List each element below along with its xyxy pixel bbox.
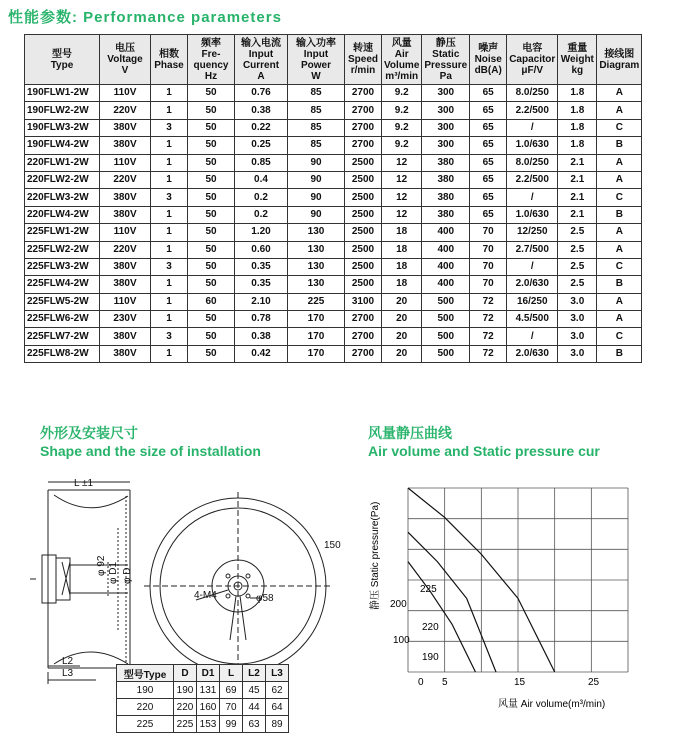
table-cell: 225FLW3-2W [25, 258, 100, 275]
table-cell: / [507, 328, 558, 345]
table-cell: A [597, 85, 642, 102]
dim-cell: 153 [197, 716, 220, 733]
table-cell: 300 [422, 102, 470, 119]
table-cell: 500 [422, 311, 470, 328]
table-cell: 0.78 [235, 311, 288, 328]
table-cell: 400 [422, 276, 470, 293]
table-cell: 170 [288, 345, 345, 362]
table-cell: 60 [188, 293, 235, 310]
table-cell: 1 [151, 102, 188, 119]
x-axis-label: 风量 Air volume(m³/min) [498, 699, 606, 710]
table-cell: 70 [470, 224, 507, 241]
table-cell: 50 [188, 154, 235, 171]
table-cell: 2500 [345, 276, 382, 293]
table-cell: 0.42 [235, 345, 288, 362]
table-cell: 1 [151, 241, 188, 258]
table-cell: A [597, 102, 642, 119]
col-header-cn: 电容 [522, 43, 543, 54]
table-cell: 1 [151, 224, 188, 241]
table-cell: 2.1 [558, 171, 597, 188]
table-cell: 9.2 [382, 85, 422, 102]
col-header-unit: Pa [439, 70, 452, 82]
table-cell: 190FLW2-2W [25, 102, 100, 119]
col-header-en: Capacitor [509, 54, 556, 65]
table-cell: 50 [188, 119, 235, 136]
table-cell: 2.2/500 [507, 102, 558, 119]
table-cell: 50 [188, 276, 235, 293]
table-cell: 20 [382, 311, 422, 328]
table-cell: 0.38 [235, 328, 288, 345]
col-header-cn: 转速 [353, 43, 373, 54]
table-cell: 65 [470, 85, 507, 102]
table-cell: 1.20 [235, 224, 288, 241]
table-cell: C [597, 189, 642, 206]
table-cell: / [507, 119, 558, 136]
table-cell: 190FLW4-2W [25, 137, 100, 154]
table-cell: 12 [382, 154, 422, 171]
label-side-num: 150 [324, 540, 341, 551]
table-cell: 225FLW2-2W [25, 241, 100, 258]
table-cell: 1.8 [558, 102, 597, 119]
table-cell: 1.8 [558, 137, 597, 154]
table-cell: 110V [100, 293, 151, 310]
table-cell: 2.1 [558, 154, 597, 171]
table-cell: 9.2 [382, 102, 422, 119]
table-cell: 0.76 [235, 85, 288, 102]
table-cell: 0.22 [235, 119, 288, 136]
col-header-en: Noise [474, 54, 502, 65]
table-cell: 72 [470, 293, 507, 310]
table-cell: 1 [151, 85, 188, 102]
col-header-en: Speed [347, 54, 378, 65]
table-cell: C [597, 258, 642, 275]
table-cell: 50 [188, 206, 235, 223]
table-cell: 2500 [345, 154, 382, 171]
table-cell: 1.8 [558, 85, 597, 102]
table-cell: 225 [288, 293, 345, 310]
table-cell: 3 [151, 189, 188, 206]
table-cell: 2700 [345, 137, 382, 154]
table-cell: 70 [470, 241, 507, 258]
table-cell: 380V [100, 137, 151, 154]
table-cell: 20 [382, 345, 422, 362]
dim-cell: 225 [174, 716, 197, 733]
table-cell: 220V [100, 241, 151, 258]
table-cell: 85 [288, 85, 345, 102]
table-cell: 300 [422, 137, 470, 154]
table-cell: 2700 [345, 328, 382, 345]
col-header-en: Input Power [300, 48, 331, 71]
table-cell: 380V [100, 206, 151, 223]
label-d92: φ 92 [96, 555, 107, 576]
table-cell: 70 [470, 258, 507, 275]
col-header-unit: Hz [204, 70, 218, 82]
table-cell: 225FLW5-2W [25, 293, 100, 310]
table-cell: 0.25 [235, 137, 288, 154]
table-cell: A [597, 224, 642, 241]
table-cell: 0.60 [235, 241, 288, 258]
x-tick-5: 5 [442, 677, 448, 688]
table-cell: 1 [151, 137, 188, 154]
table-cell: 50 [188, 241, 235, 258]
col-header-en: Weight [560, 54, 594, 65]
table-cell: 65 [470, 189, 507, 206]
dim-cell: 131 [197, 682, 220, 699]
table-cell: 3 [151, 119, 188, 136]
col-header-cn: 重量 [567, 43, 588, 54]
col-header-unit: dB(A) [474, 65, 502, 76]
col-header-cn: 频率 [201, 37, 221, 49]
table-cell: 90 [288, 189, 345, 206]
table-cell: 2.5 [558, 224, 597, 241]
col-header-cn: 接线图 [604, 48, 635, 60]
col-header-cn: 噪声 [478, 43, 499, 54]
table-cell: 2500 [345, 258, 382, 275]
table-cell: 2.5 [558, 258, 597, 275]
table-cell: 1 [151, 171, 188, 188]
table-cell: C [597, 119, 642, 136]
dim-cell: 190 [117, 682, 174, 699]
table-cell: 220FLW2-2W [25, 171, 100, 188]
table-cell: 12 [382, 189, 422, 206]
col-header-cn: 风量 [391, 37, 412, 49]
table-cell: 2700 [345, 345, 382, 362]
table-cell: 380V [100, 276, 151, 293]
col-header-cn: 电压 [115, 43, 135, 54]
label-l-tol: L ±1 [74, 478, 94, 489]
table-cell: 72 [470, 311, 507, 328]
table-cell: 220V [100, 171, 151, 188]
col-header-en: Voltage [107, 54, 143, 65]
table-cell: 65 [470, 137, 507, 154]
table-cell: 12 [382, 206, 422, 223]
col-header-cn: 输入功率 [296, 37, 336, 49]
table-cell: 220FLW4-2W [25, 206, 100, 223]
table-cell: 50 [188, 171, 235, 188]
table-cell: 190FLW1-2W [25, 85, 100, 102]
col-header-en: Air Volume [384, 48, 420, 71]
label-l3: L3 [62, 668, 74, 679]
table-cell: 0.85 [235, 154, 288, 171]
dim-header: L3 [266, 665, 289, 682]
table-cell: 2.5 [558, 241, 597, 258]
dim-header: 型号Type [117, 665, 174, 682]
table-cell: 380V [100, 345, 151, 362]
table-cell: A [597, 154, 642, 171]
dim-cell: 45 [243, 682, 266, 699]
table-cell: 2500 [345, 171, 382, 188]
table-cell: 380V [100, 119, 151, 136]
table-cell: 50 [188, 224, 235, 241]
table-cell: 8.0/250 [507, 154, 558, 171]
table-cell: 1.0/630 [507, 137, 558, 154]
y-tick-200: 200 [390, 599, 407, 610]
table-cell: 72 [470, 328, 507, 345]
table-cell: 50 [188, 137, 235, 154]
col-header-en: Diagram [599, 59, 640, 71]
table-cell: 4.5/500 [507, 311, 558, 328]
x-tick-0: 0 [418, 677, 424, 688]
table-cell: B [597, 137, 642, 154]
table-cell: 18 [382, 258, 422, 275]
table-cell: 9.2 [382, 137, 422, 154]
table-cell: 85 [288, 137, 345, 154]
dim-cell: 89 [266, 716, 289, 733]
dim-header: D [174, 665, 197, 682]
table-cell: 8.0/250 [507, 85, 558, 102]
table-cell: 300 [422, 119, 470, 136]
table-cell: 2500 [345, 224, 382, 241]
label-l2: L2 [62, 656, 74, 667]
table-cell: 50 [188, 258, 235, 275]
table-cell: 380 [422, 171, 470, 188]
table-cell: 220FLW3-2W [25, 189, 100, 206]
shape-title-cn: 外形及安装尺寸 [40, 425, 138, 441]
table-cell: 90 [288, 171, 345, 188]
table-cell: 2.0/630 [507, 345, 558, 362]
label-d: φ D [122, 567, 133, 584]
table-cell: 65 [470, 119, 507, 136]
table-cell: A [597, 241, 642, 258]
table-cell: / [507, 258, 558, 275]
table-cell: 50 [188, 311, 235, 328]
col-header-unit: m³/min [385, 70, 419, 82]
table-cell: 2.5 [558, 276, 597, 293]
table-cell: 130 [288, 224, 345, 241]
col-header-en: Input Current [242, 48, 280, 71]
dim-cell: 64 [266, 699, 289, 716]
table-cell: 380V [100, 328, 151, 345]
table-cell: 2.1 [558, 189, 597, 206]
dim-cell: 62 [266, 682, 289, 699]
table-cell: A [597, 311, 642, 328]
chart-grid [408, 488, 628, 672]
table-cell: 90 [288, 154, 345, 171]
table-cell: 190FLW3-2W [25, 119, 100, 136]
table-cell: 2500 [345, 189, 382, 206]
table-cell: 0.4 [235, 171, 288, 188]
dim-cell: 70 [220, 699, 243, 716]
table-cell: 0.35 [235, 276, 288, 293]
table-cell: 220FLW1-2W [25, 154, 100, 171]
table-cell: C [597, 328, 642, 345]
series-label-190: 190 [422, 652, 439, 663]
table-cell: 90 [288, 206, 345, 223]
table-cell: 380V [100, 258, 151, 275]
table-cell: 72 [470, 345, 507, 362]
table-cell: 380V [100, 189, 151, 206]
table-cell: 300 [422, 85, 470, 102]
table-cell: 50 [188, 102, 235, 119]
table-cell: 1 [151, 345, 188, 362]
table-cell: 50 [188, 345, 235, 362]
y-tick-100: 100 [393, 635, 410, 646]
col-header-en: Fre-quency [193, 48, 229, 71]
table-cell: 65 [470, 154, 507, 171]
col-header-unit: μF/V [521, 65, 544, 76]
table-cell: 380 [422, 189, 470, 206]
table-cell: 2500 [345, 206, 382, 223]
x-tick-25: 25 [588, 677, 600, 688]
table-cell: 65 [470, 102, 507, 119]
dim-cell: 220 [174, 699, 197, 716]
col-header-unit: kg [571, 65, 584, 76]
table-cell: 2.7/500 [507, 241, 558, 258]
dim-header: D1 [197, 665, 220, 682]
table-cell: 3 [151, 258, 188, 275]
col-header-en: Phase [154, 59, 184, 71]
col-header-en: Type [50, 59, 74, 71]
col-header-cn: 静压 [435, 37, 456, 49]
table-cell: 110V [100, 224, 151, 241]
table-cell: 3 [151, 328, 188, 345]
table-cell: 400 [422, 224, 470, 241]
dim-cell: 220 [117, 699, 174, 716]
table-cell: 85 [288, 102, 345, 119]
shape-title-en: Shape and the size of installation [40, 443, 261, 459]
table-cell: B [597, 206, 642, 223]
table-cell: 380 [422, 154, 470, 171]
table-cell: B [597, 276, 642, 293]
table-cell: 2.10 [235, 293, 288, 310]
table-cell: 2700 [345, 119, 382, 136]
table-cell: 220V [100, 102, 151, 119]
col-header-cn: 型号 [52, 48, 72, 60]
table-cell: 130 [288, 258, 345, 275]
table-cell: 50 [188, 85, 235, 102]
label-m4: 4-M4 [194, 590, 217, 601]
col-header-cn: 相数 [159, 48, 179, 60]
label-d58: φ58 [256, 593, 274, 604]
table-cell: 18 [382, 224, 422, 241]
table-cell: 225FLW6-2W [25, 311, 100, 328]
dim-cell: 63 [243, 716, 266, 733]
table-cell: 0.35 [235, 258, 288, 275]
dim-header: L [220, 665, 243, 682]
table-cell: 1.8 [558, 119, 597, 136]
table-cell: 2.2/500 [507, 171, 558, 188]
table-cell: 2700 [345, 85, 382, 102]
table-cell: 2700 [345, 102, 382, 119]
table-cell: 20 [382, 293, 422, 310]
table-cell: 500 [422, 328, 470, 345]
series-line-190 [408, 562, 475, 672]
dim-cell: 225 [117, 716, 174, 733]
table-cell: 3.0 [558, 293, 597, 310]
table-cell: 1.0/630 [507, 206, 558, 223]
table-cell: 18 [382, 276, 422, 293]
dim-cell: 160 [197, 699, 220, 716]
table-cell: 500 [422, 293, 470, 310]
table-cell: 2.0/630 [507, 276, 558, 293]
table-cell: 225FLW1-2W [25, 224, 100, 241]
table-cell: 230V [100, 311, 151, 328]
table-cell: 3.0 [558, 345, 597, 362]
table-cell: 2.1 [558, 206, 597, 223]
table-cell: 380 [422, 206, 470, 223]
table-cell: 170 [288, 311, 345, 328]
table-cell: 170 [288, 328, 345, 345]
table-cell: 16/250 [507, 293, 558, 310]
table-cell: 225FLW4-2W [25, 276, 100, 293]
table-cell: 65 [470, 171, 507, 188]
table-cell: 12/250 [507, 224, 558, 241]
table-cell: 3.0 [558, 328, 597, 345]
table-cell: 130 [288, 276, 345, 293]
dim-cell: 99 [220, 716, 243, 733]
table-cell: 85 [288, 119, 345, 136]
table-cell: / [507, 189, 558, 206]
table-cell: 0.2 [235, 189, 288, 206]
table-cell: 2700 [345, 311, 382, 328]
col-header-unit: r/min [350, 65, 376, 76]
table-cell: 110V [100, 154, 151, 171]
table-cell: 3100 [345, 293, 382, 310]
curve-title-en: Air volume and Static pressure cur [368, 443, 600, 459]
table-cell: 1 [151, 154, 188, 171]
col-header-unit: A [257, 70, 265, 82]
table-cell: 1 [151, 206, 188, 223]
dim-cell: 44 [243, 699, 266, 716]
col-header-cn: 输入电流 [241, 37, 281, 49]
series-label-220: 220 [422, 622, 439, 633]
table-cell: 18 [382, 241, 422, 258]
label-d1: φ D1 [108, 561, 119, 584]
table-cell: 20 [382, 328, 422, 345]
table-cell: 50 [188, 189, 235, 206]
table-cell: 130 [288, 241, 345, 258]
section-title: 性能参数: Performance parameters [8, 9, 282, 26]
table-cell: 9.2 [382, 119, 422, 136]
table-cell: 1 [151, 311, 188, 328]
dim-cell: 190 [174, 682, 197, 699]
y-axis-label: 静压 Static pressure(Pa) [370, 501, 381, 610]
table-cell: A [597, 171, 642, 188]
table-cell: 65 [470, 206, 507, 223]
table-cell: 3.0 [558, 311, 597, 328]
table-cell: 1 [151, 276, 188, 293]
dim-header: L2 [243, 665, 266, 682]
series-label-225: 225 [420, 584, 437, 595]
table-cell: 500 [422, 345, 470, 362]
table-cell: 2500 [345, 241, 382, 258]
table-cell: 225FLW7-2W [25, 328, 100, 345]
table-cell: 225FLW8-2W [25, 345, 100, 362]
table-cell: A [597, 293, 642, 310]
table-cell: 1 [151, 293, 188, 310]
col-header-en: Static Pressure [424, 48, 468, 71]
x-tick-15: 15 [514, 677, 526, 688]
dim-cell: 69 [220, 682, 243, 699]
table-cell: 400 [422, 241, 470, 258]
col-header-unit: W [311, 70, 321, 82]
col-header-unit: V [121, 65, 129, 76]
table-cell: 0.38 [235, 102, 288, 119]
table-cell: 0.2 [235, 206, 288, 223]
table-cell: 50 [188, 328, 235, 345]
table-cell: 110V [100, 85, 151, 102]
table-cell: B [597, 345, 642, 362]
table-cell: 400 [422, 258, 470, 275]
table-cell: 12 [382, 171, 422, 188]
table-cell: 70 [470, 276, 507, 293]
curve-title-cn: 风量静压曲线 [368, 425, 452, 441]
